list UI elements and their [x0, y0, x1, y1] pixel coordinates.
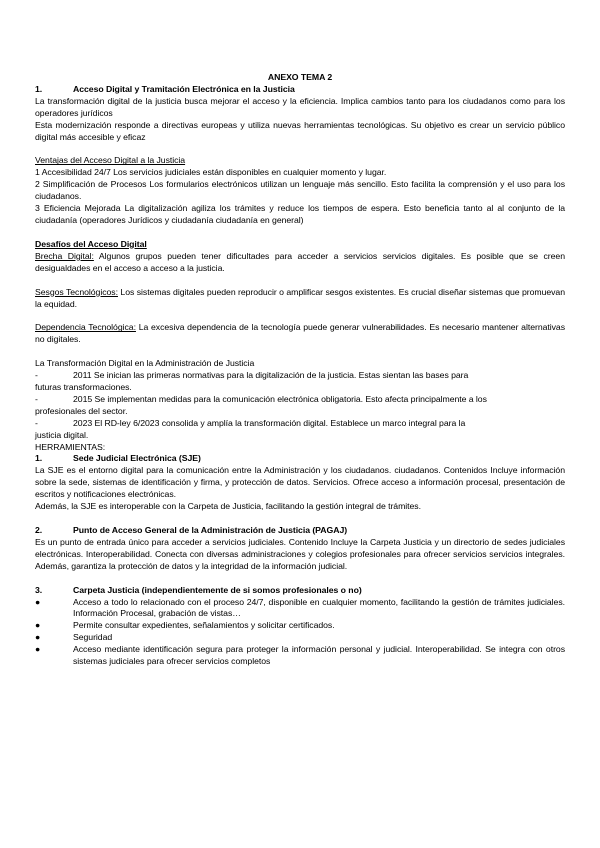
- item-text: 2011 Se inician las primeras normativas para la digitalización de la justicia. Estas sientan las bases para: [73, 370, 469, 381]
- paragraph: Esta modernización responde a directivas europeas y utiliza nuevas herramientas tecnológicas. Su objetivo es crear un servicio público digital más accesible y eficaz: [35, 119, 565, 142]
- item-text-continued: justicia digital.: [35, 429, 89, 440]
- item-text: Acceso mediante identificación segura para proteger la información personal y judicial. Interoperabilidad. Se integra con otros sistemas judiciales para ofrecer servicios completos: [73, 644, 565, 667]
- ventaja-item: 1 Accesibilidad 24/7 Los servicios judiciales están disponibles en cualquier momento y lugar.: [35, 167, 387, 178]
- desafio-label: Sesgos Tecnológicos:: [35, 286, 118, 297]
- document-page: [35, 72, 565, 668]
- bullet-icon: ●: [35, 644, 41, 655]
- desafio-label: Brecha Digital:: [35, 250, 94, 261]
- transformacion-item: [35, 394, 565, 418]
- desafio-text: Los sistemas digitales pueden reproducir o amplificar sesgos existentes. Es crucial diseñar sistemas que promuevan la equidad.: [35, 286, 565, 309]
- carpeta-heading: [35, 585, 565, 597]
- document-title: ANEXO TEMA 2: [267, 72, 333, 82]
- transformacion-item: [35, 370, 565, 394]
- item-text: Acceso a todo lo relacionado con el proceso 24/7, disponible en cualquier momento, facilitando la gestión de trámites judiciales. Información Procesal, grabación de vistas…: [73, 596, 565, 619]
- paragraph: Además, la SJE es interoperable con la Carpeta de Justicia, facilitando la gestión integral de trámites.: [35, 501, 421, 512]
- bullet-item: [35, 632, 565, 644]
- section-number: 2.: [35, 525, 43, 535]
- ventaja-item: 2 Simplificación de Procesos Los formularios electrónicos utilizan un lenguaje más sencillo. Esto facilita la comprensión y el uso para los ciudadanos.: [35, 179, 565, 202]
- section-number: 1.: [35, 83, 43, 94]
- item-text: Permite consultar expedientes, señalamientos y solicitar certificados.: [73, 620, 335, 631]
- item-text: Seguridad: [73, 632, 113, 643]
- section-title: Acceso Digital y Tramitación Electrónica en la Justicia: [73, 83, 295, 94]
- dash-mark: -: [35, 370, 38, 381]
- transformacion-item: [35, 418, 565, 442]
- bullet-icon: ●: [35, 596, 41, 607]
- herramientas-label: HERRAMIENTAS:: [35, 441, 106, 452]
- desafio-dependencia: [35, 322, 565, 346]
- section-title: Sede Judicial Electrónica (SJE): [73, 453, 201, 464]
- item-text-continued: futuras transformaciones.: [35, 382, 132, 393]
- desafio-text: La excesiva dependencia de la tecnología puede generar vulnerabilidades. Es necesario mantener alternativas no digitales.: [35, 322, 565, 345]
- bullet-icon: ●: [35, 620, 41, 631]
- desafio-text: Algunos grupos pueden tener dificultades para acceder a servicios servicios digitales. Es posible que se creen desigualdades en el acceso a acceso a la justicia.: [35, 250, 565, 273]
- section-title: Punto de Acceso General de la Administración de Justicia (PAGAJ): [73, 525, 348, 535]
- section-1-heading: [35, 84, 565, 96]
- paragraph: Es un punto de entrada único para acceder a servicios judiciales. Contenido Incluye la Carpeta Justicia y un directorio de sedes judiciales electrónicas. Interoperabilidad. Conecta con diversas administraciones y colegios profesionales para ofrecer servicios servicios integrales. Además, garantiza la protección de datos y la integridad de la información judicial.: [35, 536, 565, 571]
- item-text: 2023 El RD-ley 6/2023 consolida y amplía la transformación digital. Establece un marco integral para la: [73, 417, 466, 428]
- section-title: Carpeta Justicia (independientemente de si somos profesionales o no): [73, 584, 362, 595]
- pagaj-heading: [35, 525, 565, 537]
- desafios-heading: Desafíos del Acceso Digital: [35, 238, 147, 249]
- dash-mark: -: [35, 417, 38, 428]
- dash-mark: -: [35, 393, 38, 404]
- transformacion-heading: La Transformación Digital en la Administración de Justicia: [35, 358, 255, 369]
- item-text: 2015 Se implementan medidas para la comunicación electrónica obligatoria. Esto afecta principalmente a los: [73, 393, 487, 404]
- bullet-item: [35, 620, 565, 632]
- bullet-icon: ●: [35, 632, 41, 643]
- desafio-label: Dependencia Tecnológica:: [35, 322, 136, 333]
- section-number: 3.: [35, 584, 43, 595]
- bullet-item: [35, 644, 565, 668]
- bullet-item: [35, 597, 565, 621]
- desafio-brecha: [35, 251, 565, 275]
- section-number: 1.: [35, 453, 43, 464]
- paragraph: La SJE es el entorno digital para la comunicación entre la Administración y los ciudadanos. ciudadanos. Contenidos Incluye información sobre la sede, sistemas de identificación y firma, y protección de datos. Servicios. Ofrece acceso a información procesal, presentación de escritos y notificaciones electrónicas.: [35, 465, 565, 500]
- sje-heading: [35, 453, 565, 465]
- item-text-continued: profesionales del sector.: [35, 405, 128, 416]
- ventaja-item: 3 Eficiencia Mejorada La digitalización agiliza los trámites y reduce los tiempos de espera. Esto beneficia tanto al al conjunto de la ciudadanía (operadores Jurídicos y ciudadanía ciudadanía en general): [35, 203, 565, 225]
- paragraph: La transformación digital de la justicia busca mejorar el acceso y la eficiencia. Implica cambios tanto para los ciudadanos como para los operadores jurídicos: [35, 95, 565, 118]
- desafio-sesgos: [35, 287, 565, 311]
- ventajas-heading: Ventajas del Acceso Digital a la Justicia: [35, 155, 186, 166]
